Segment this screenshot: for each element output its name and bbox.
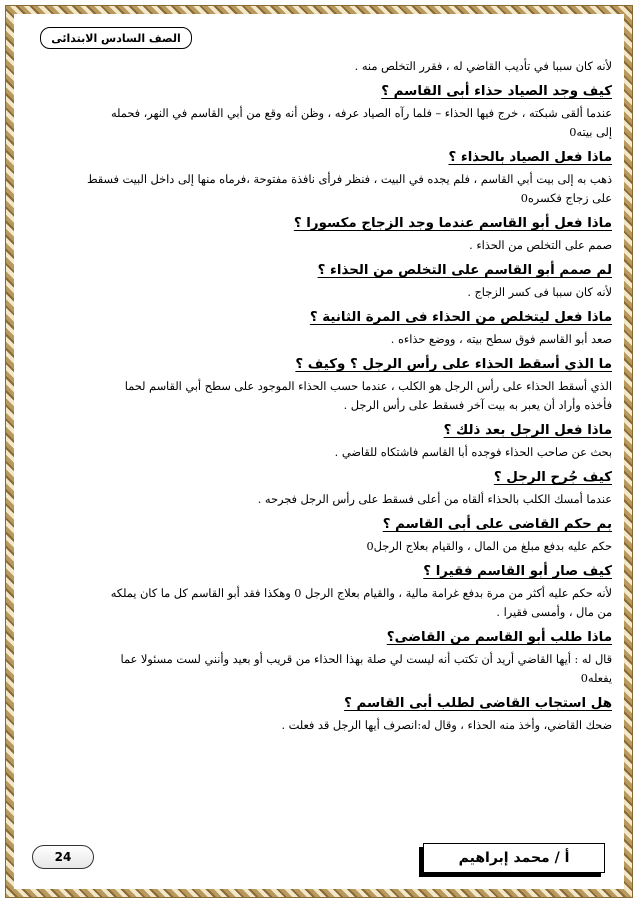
author-box	[423, 843, 605, 873]
answer-text: ضحك القاضي، وأخذ منه الحذاء ، وقال له:انصرف أيها الرجل قد فعلت .	[281, 719, 612, 732]
answer-text: لأنه كان سببا في تأديب القاضي له ، فقرر التخلص منه .	[354, 60, 612, 73]
question-heading: هل استجاب القاضى لطلب أبى القاسم ؟	[344, 696, 612, 711]
question-heading: ماذا فعل ليتخلص من الحذاء فى المرة الثانية ؟	[309, 310, 612, 325]
answer-text: لأنه حكم عليه أكثر من مرة بدفع غرامة مالية ، والقيام بعلاج الرجل 0 وهكذا فقد أبو القاسم كل ما كان يملكه	[110, 587, 612, 600]
answer-text: عندما أمسك الكلب بالحذاء ألقاه من أعلى فسقط على رأس الرجل فجرحه .	[257, 493, 612, 506]
answer-text: ذهب به إلى بيت أبي القاسم ، فلم يجده في البيت ، فنظر فرأى نافذة مفتوحة ،فرماه منها إلى داخل البيت فسقط	[86, 173, 612, 186]
answer-text: قال له : أيها القاضي أريد أن تكتب أنه ليست لي صلة بهذا الحذاء من قريب أو بعيد وأنني لست مسئولا عما	[120, 653, 612, 666]
question-heading: لم صمم أبو القاسم على التخلص من الحذاء ؟	[317, 263, 612, 278]
question-heading: بم حكم القاضى على أبى القاسم ؟	[382, 517, 612, 532]
answer-text: فأخذه وأراد أن يعبر به بيت آخر فسقط على رأس الرجل .	[343, 399, 612, 412]
answer-text: الذي أسقط الحذاء على رأس الرجل هو الكلب ، عندما حسب الحذاء الموجود على سطح أبي القاسم لحما	[124, 380, 612, 393]
question-heading: ما الذي أسقط الحذاء على رأس الرجل ؟ وكيف ؟	[295, 357, 612, 372]
page-number: 24	[54, 850, 72, 864]
question-heading: ماذا فعل أبو القاسم عندما وجد الزجاج مكسورا ؟	[293, 216, 612, 231]
question-heading: ماذا فعل الصياد بالحذاء ؟	[448, 150, 612, 165]
question-heading: ماذا طلب أبو القاسم من القاضى؟	[386, 630, 612, 645]
grade-label-text: الصف السادس الابتدائى	[51, 31, 181, 45]
answer-text: عندما ألقى شبكته ، خرج فيها الحذاء – فلما رآه الصياد عرفه ، وظن أنه وقع من أبي القاسم في النهر، فحمله	[111, 107, 612, 120]
answer-text: لأنه كان سببا فى كسر الزجاج .	[467, 286, 612, 299]
answer-text: يفعله0	[580, 672, 612, 685]
answer-text: بحث عن صاحب الحذاء فوجده أبا القاسم فاشتكاه للقاضي .	[334, 446, 612, 459]
question-heading: كيف جُرح الرجل ؟	[493, 470, 612, 485]
question-heading: كيف وجد الصياد حذاء أبى القاسم ؟	[381, 84, 612, 99]
answer-text: صمم على التخلص من الحذاء .	[469, 239, 612, 252]
answer-text: حكم عليه بدفع مبلغ من المال ، والقيام بعلاج الرجل0	[366, 540, 612, 553]
answer-text: إلى بيته0	[569, 126, 612, 139]
document-body	[26, 57, 612, 735]
question-heading: ماذا فعل الرجل بعد ذلك ؟	[443, 423, 612, 438]
grade-label	[40, 27, 192, 49]
page-number-badge	[32, 845, 94, 869]
question-heading: كيف صار أبو القاسم فقيرا ؟	[423, 564, 612, 579]
author-name: أ / محمد إبراهيم	[458, 850, 570, 866]
answer-text: صعد أبو القاسم فوق سطح بيته ، ووضع حذاءه .	[390, 333, 612, 346]
answer-text: على زجاج فكسره0	[520, 192, 612, 205]
answer-text: من مال ، وأمسى فقيرا .	[496, 606, 612, 619]
